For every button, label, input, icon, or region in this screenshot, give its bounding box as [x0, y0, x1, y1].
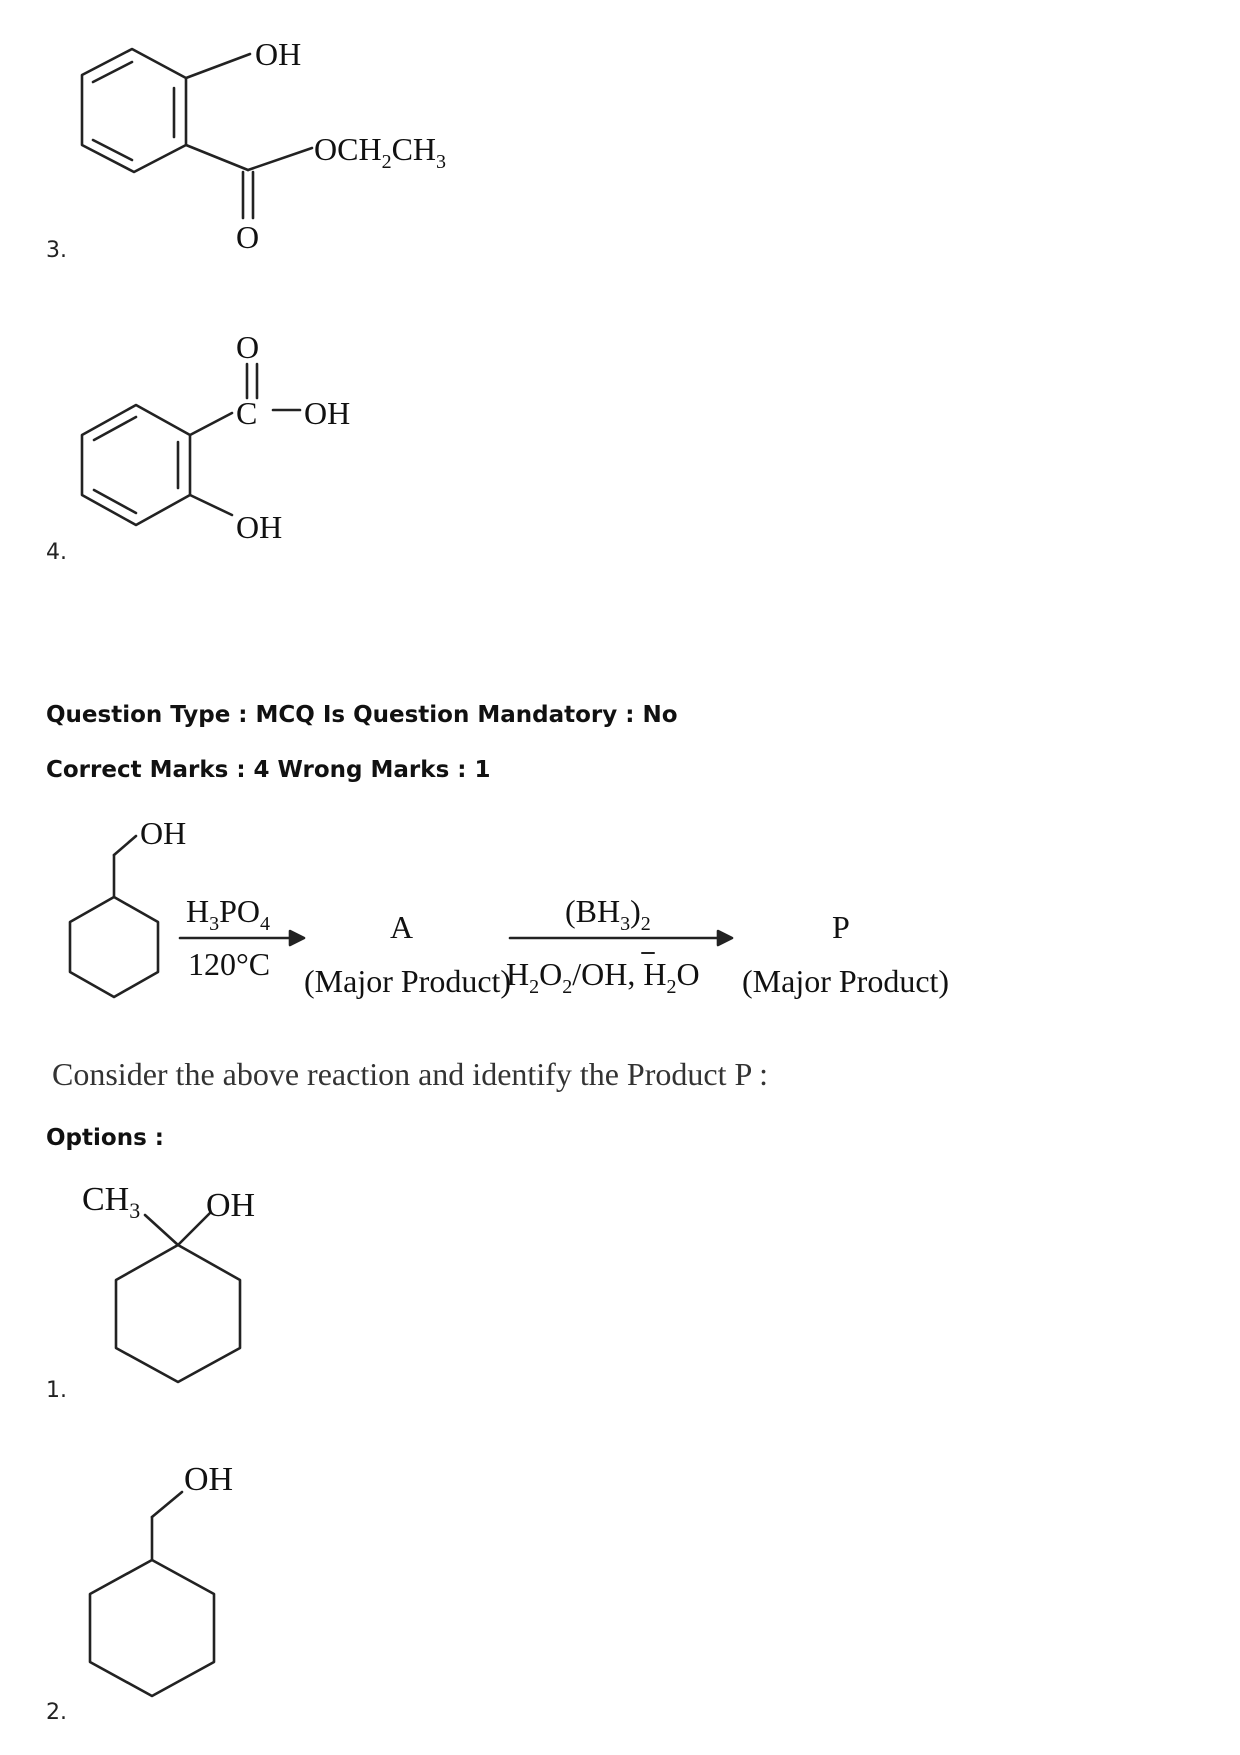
option-number-2[interactable]: 2.	[46, 1700, 67, 1725]
substituent-oh: OH	[140, 815, 187, 851]
marks-line: Correct Marks : 4 Wrong Marks : 1	[46, 757, 491, 783]
reagent-2-top: $(BH_3)_2$	[565, 893, 651, 935]
option-number-1[interactable]: 1.	[46, 1378, 67, 1403]
label-acid-oh: OH	[304, 395, 351, 431]
option-number-3: 3.	[46, 238, 67, 263]
options-label: Options :	[46, 1125, 164, 1151]
structure-salicylic-acid	[60, 320, 420, 560]
structure-ethyl-salicylate	[60, 20, 560, 260]
reagent-2-bottom: $H_2O_2/OH$, $H_2O$	[506, 956, 700, 998]
intermediate-note: (Major Product)	[304, 963, 512, 999]
product-label: P	[832, 909, 850, 945]
question-text: Consider the above reaction and identify the Product P :	[52, 1056, 768, 1092]
methyl-label: $CH_3$	[82, 1181, 141, 1223]
structure-cyclohexylmethanol	[60, 1450, 320, 1710]
label-oh: OH	[255, 36, 302, 72]
label-carbon: C	[236, 395, 258, 431]
label-carbonyl-o: O	[236, 329, 260, 365]
hydroxyl-label: OH	[206, 1187, 256, 1224]
option-number-4: 4.	[46, 540, 67, 565]
label-ring-oh: OH	[236, 509, 283, 545]
reagent-1-top: $H_3PO_4$	[186, 893, 271, 935]
label-carbonyl-o: O	[236, 219, 260, 255]
svg-text:OCH2CH3: $OCH_2CH_3$	[314, 131, 447, 173]
reagent-1-bottom: 120°C	[188, 946, 271, 982]
question-type-line: Question Type : MCQ Is Question Mandatory : No	[46, 702, 678, 728]
product-note: (Major Product)	[742, 963, 950, 999]
hydroxyl-label: OH	[184, 1461, 234, 1498]
intermediate-label: A	[390, 909, 414, 945]
structure-1-methylcyclohexanol	[60, 1170, 320, 1390]
reaction-scheme	[40, 800, 960, 1040]
